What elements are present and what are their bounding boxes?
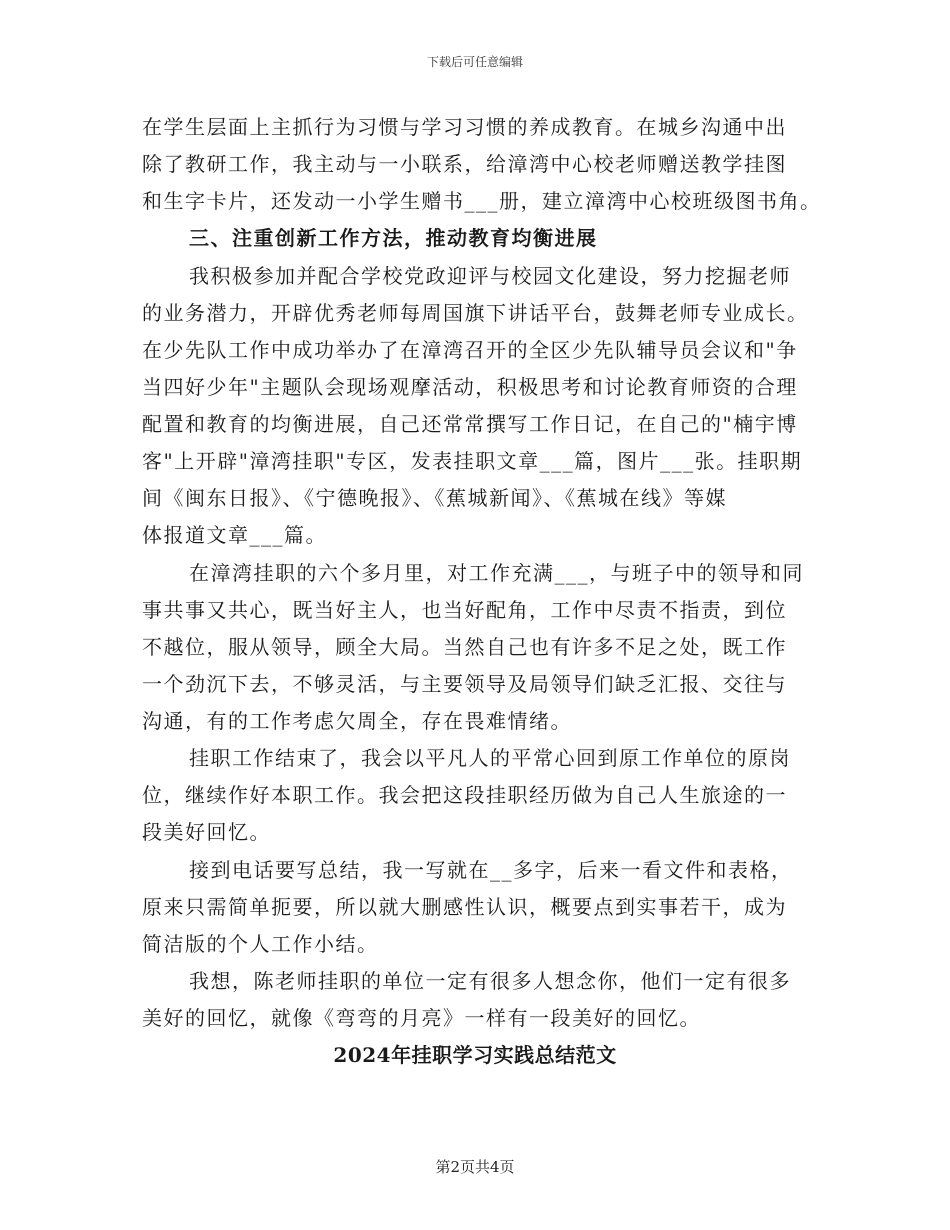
text-line: 除了教研工作，我主动与一小联系，给漳湾中心校老师赠送教学挂图 [142, 152, 787, 176]
text-line: 段美好回忆。 [142, 820, 271, 844]
text-line: 我积极参加并配合学校党政迎评与校园文化建设，努力挖掘老师 [189, 264, 791, 288]
text-line: 在学生层面上主抓行为习惯与学习习惯的养成教育。在城乡沟通中出 [142, 115, 787, 139]
text-line: 当四好少年"主题队会现场观摩活动，积极思考和讨论教育师资的合理 [142, 375, 798, 399]
text-line: 沟通，有的工作考虑欠周全，存在畏难情绪。 [142, 709, 572, 733]
section-heading: 三、注重创新工作方法，推动教育均衡进展 [189, 226, 598, 250]
text-line: 在少先队工作中成功举办了在漳湾召开的全区少先队辅导员会议和"争 [142, 338, 798, 362]
text-line: 简洁版的个人工作小结。 [142, 932, 379, 956]
text-line: 不越位，服从领导，顾全大局。当然自己也有许多不足之处，既工作 [142, 635, 787, 659]
text-line: 一个劲沉下去，不够灵活，与主要领导及局领导们缺乏汇报、交往与 [142, 672, 787, 696]
text-line: 间《闽东日报》、《宁德晚报》、《蕉城新闻》、《蕉城在线》等媒 [142, 486, 727, 510]
text-line: 位，继续作好本职工作。我会把这段挂职经历做为自己人生旅途的一 [142, 783, 787, 807]
text-line: 事共事又共心，既当好主人，也当好配角，工作中尽责不指责，到位 [142, 598, 787, 622]
text-line: 配置和教育的均衡进展，自己还常常撰写工作日记，在自己的"楠宇博 [142, 412, 798, 436]
page-number: 第2页共4页 [435, 1158, 515, 1176]
text-line: 在漳湾挂职的六个多月里，对工作充满___，与班子中的领导和同 [189, 561, 804, 585]
text-line: 挂职工作结束了，我会以平凡人的平常心回到原工作单位的原岗 [189, 746, 791, 770]
text-line: 和生字卡片，还发动一小学生赠书___册，建立漳湾中心校班级图书角。 [142, 189, 822, 213]
page-header: 下载后可任意编辑 [426, 55, 523, 69]
text-line: 我想，陈老师挂职的单位一定有很多人想念你，他们一定有很多 [189, 969, 791, 993]
text-line: 体报道文章___篇。 [142, 523, 327, 547]
text-line: 的业务潜力，开辟优秀老师每周国旗下讲话平台，鼓舞老师专业成长。 [142, 301, 809, 325]
text-line: 客"上开辟"漳湾挂职"专区，发表挂职文章___篇，图片___张。挂职期 [142, 449, 803, 473]
text-line: 原来只需简单扼要，所以就大删感性认识，概要点到实事若干，成为 [142, 895, 787, 919]
text-line: 接到电话要写总结，我一写就在__多字，后来一看文件和表格， [189, 858, 793, 882]
text-line: 美好的回忆，就像《弯弯的月亮》一样有一段美好的回忆。 [142, 1006, 701, 1030]
next-article-title: 2024年挂职学习实践总结范文 [333, 1043, 617, 1067]
